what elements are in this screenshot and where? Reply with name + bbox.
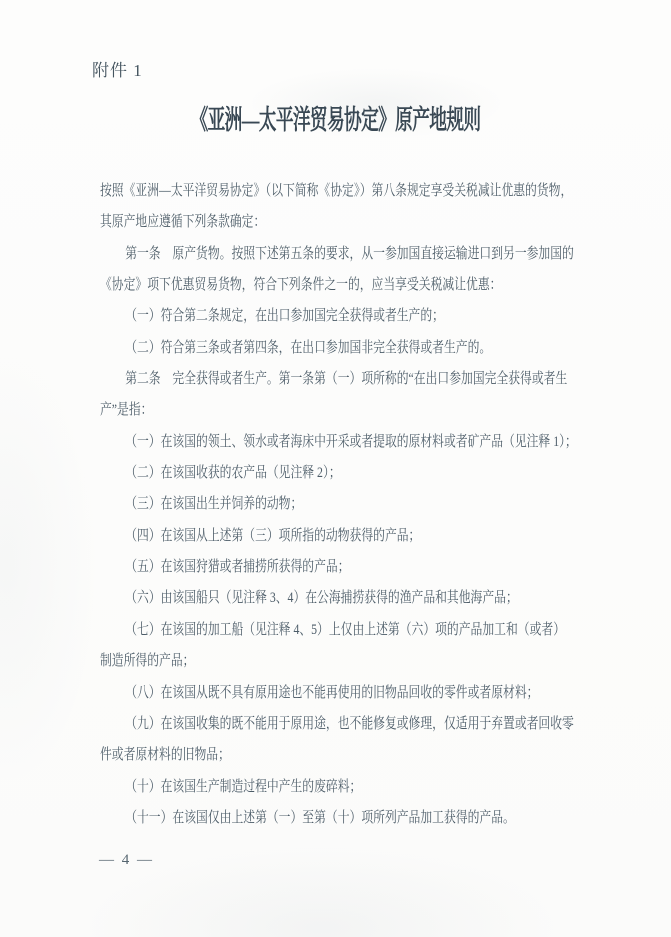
document-line: （三）在该国出生并饲养的动物； [125, 496, 303, 513]
document-line: （一）符合第二条规定，在出口参加国完全获得或者生产的； [125, 308, 444, 325]
attachment-label: 附件 1 [92, 61, 143, 80]
document-line: （二）符合第三条或者第四条，在出口参加国非完全获得或者生产的。 [125, 339, 492, 356]
document-line: 其原产地应遵循下列条款确定： [100, 214, 266, 231]
document-line: （五）在该国狩猎或者捕捞所获得的产品； [125, 559, 350, 576]
document-title: 《亚洲—太平洋贸易协定》原产地规则 [190, 105, 481, 135]
document-line: （六）由该国船只（见注释 3、4）在公海捕捞获得的渔产品和其他海产品； [125, 590, 518, 607]
document-line: （九）在该国收集的既不能用于原用途，也不能修复或修理，仅适用于弃置或者回收零 [125, 715, 574, 732]
document-line: 制造所得的产品； [100, 653, 195, 670]
document-line: 产”是指： [100, 402, 153, 419]
document-body [100, 176, 577, 834]
document-line: （四）在该国从上述第（三）项所指的动物获得的产品； [125, 527, 421, 544]
document-line: （一）在该国的领土、领水或者海床中开采或者提取的原材料或者矿产品（见注释 1）； [125, 433, 577, 450]
document-line: 件或者原材料的旧物品； [100, 747, 230, 764]
document-line: 第二条 完全获得或者生产。第一条第（一）项所称的“在出口参加国完全获得或者生 [125, 371, 568, 388]
document-line: （十）在该国生产制造过程中产生的废碎料； [125, 778, 362, 795]
document-line: 按照《亚洲—太平洋贸易协定》（以下简称《协定》）第八条规定享受关税减让优惠的货物， [100, 183, 573, 199]
document-line: （七）在该国的加工船（见注释 4、5）上仅由上述第（六）项的产品加工和（或者） [125, 621, 566, 638]
document-line: 《协定》项下优惠贸易货物，符合下列条件之一的，应当享受关税减让优惠： [100, 277, 502, 294]
page-number: — 4 — [99, 852, 154, 868]
document-line: （八）在该国从既不具有原用途也不能再使用的旧物品回收的零件或者原材料； [125, 684, 539, 701]
document-line: （二）在该国收获的农产品（见注释 2）； [125, 465, 341, 482]
document-line: 第一条 原产货物。按照下述第五条的要求，从一参加国直接运输进口到另一参加国的 [125, 245, 574, 262]
document-line: （十一）在该国仅由上述第（一）至第（十）项所列产品加工获得的产品。 [125, 809, 515, 826]
